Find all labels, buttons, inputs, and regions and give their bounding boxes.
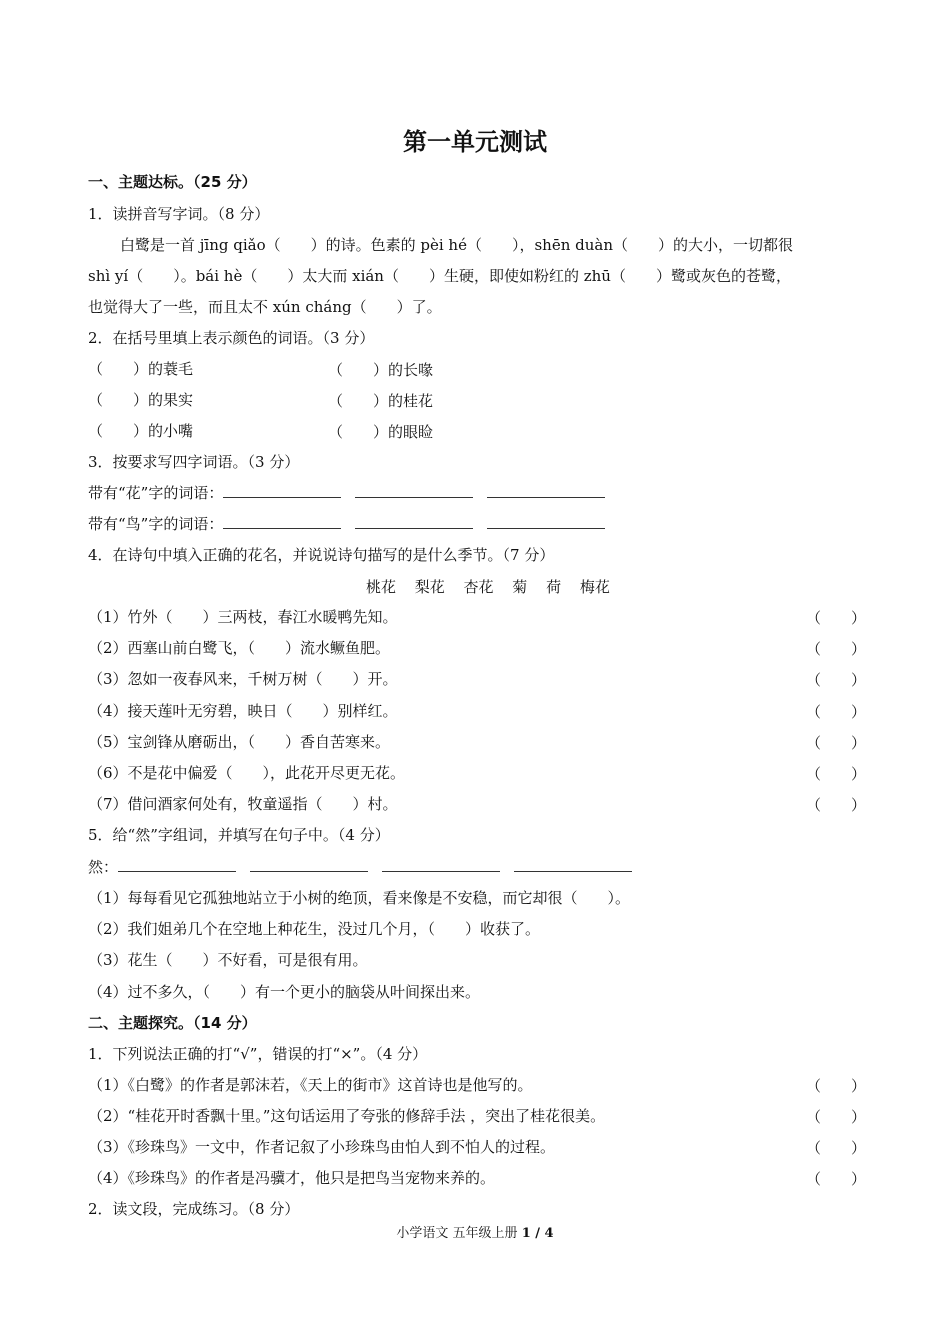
footer-text: 小学语文 五年级上册 [396, 1226, 522, 1241]
q2-right-3: （ ）的眼睑 [328, 423, 434, 441]
p1-item-4: （4）《珍珠鸟》的作者是冯骥才，他只是把鸟当宠物来养的。 [88, 1169, 496, 1187]
q5-heading: 5．给“然”字组词，并填写在句子中。（4 分） [88, 826, 390, 844]
q4-item-5: （5）宝剑锋从磨砺出，（ ）香自苦寒来。 [88, 733, 391, 751]
answer-blank[interactable] [355, 483, 473, 498]
q4-item-6: （6）不是花中偏爱（ ），此花开尽更无花。 [88, 764, 406, 782]
answer-blank[interactable] [514, 857, 632, 872]
p1-heading: 1．下列说法正确的打“√”，错误的打“×”。（4 分） [88, 1045, 428, 1063]
answer-paren[interactable]: （ ） [806, 1077, 867, 1095]
q5-item-1: （1）每每看见它孤独地站立于小树的绝顶，看来像是不安稳，而它却很（ ）。 [88, 889, 631, 907]
q5-label: 然： [88, 858, 119, 876]
answer-paren[interactable]: （ ） [806, 609, 867, 627]
answer-blank[interactable] [487, 514, 605, 529]
answer-paren[interactable]: （ ） [806, 796, 867, 814]
p1-item-3: （3）《珍珠鸟》一文中，作者记叙了小珍珠鸟由怕人到不怕人的过程。 [88, 1138, 556, 1156]
q3-row-bird [88, 514, 619, 534]
q3-label-bird: 带有“鸟”字的词语： [88, 515, 224, 533]
q2-right-2: （ ）的桂花 [328, 392, 434, 410]
q3-row-flower [88, 483, 619, 503]
q1-heading: 1．读拼音写字词。（8 分） [88, 205, 270, 223]
answer-blank[interactable] [487, 483, 605, 498]
q1-line-3: 也觉得大了一些，而且太不 xún cháng（ ）了。 [88, 298, 442, 316]
answer-blank[interactable] [223, 483, 341, 498]
q2-right-1: （ ）的长喙 [328, 361, 434, 379]
answer-blank[interactable] [223, 514, 341, 529]
q4-flower-options: 桃花 梨花 杏花 菊 荷 梅花 [366, 578, 610, 596]
q4-heading: 4．在诗句中填入正确的花名，并说说诗句描写的是什么季节。（7 分） [88, 546, 555, 564]
answer-paren[interactable]: （ ） [806, 640, 867, 658]
answer-paren[interactable]: （ ） [806, 1108, 867, 1126]
q5-item-4: （4）过不多久，（ ）有一个更小的脑袋从叶间探出来。 [88, 983, 481, 1001]
answer-paren[interactable]: （ ） [806, 703, 867, 721]
answer-paren[interactable]: （ ） [806, 1139, 867, 1157]
p1-item-1: （1）《白鹭》的作者是郭沫若，《天上的街市》这首诗也是他写的。 [88, 1076, 533, 1094]
q3-heading: 3．按要求写四字词语。（3 分） [88, 453, 300, 471]
answer-paren[interactable]: （ ） [806, 734, 867, 752]
q4-item-7: （7）借问酒家何处有，牧童遥指（ ）村。 [88, 795, 398, 813]
p1-item-2: （2）“桂花开时香飘十里。”这句话运用了夸张的修辞手法 ，突出了桂花很美。 [88, 1107, 606, 1125]
answer-blank[interactable] [250, 857, 368, 872]
q1-line-2: shì yí（ ）。bái hè（ ）太大而 xián（ ）生硬，即使如粉红的 zhū（ ）鹭或灰色的苍鹭， [88, 267, 791, 285]
q5-blank-row [88, 857, 646, 877]
q4-item-3: （3）忽如一夜春风来，千树万树（ ）开。 [88, 670, 398, 688]
page-footer [0, 1222, 950, 1241]
answer-paren[interactable]: （ ） [806, 1170, 867, 1188]
q4-item-1: （1）竹外（ ）三两枝，春江水暖鸭先知。 [88, 608, 398, 626]
p2-heading: 2．读文段，完成练习。（8 分） [88, 1200, 300, 1218]
q5-item-2: （2）我们姐弟几个在空地上种花生，没过几个月，（ ）收获了。 [88, 920, 541, 938]
q2-left-3: （ ）的小嘴 [88, 422, 194, 440]
q3-label-flower: 带有“花”字的词语： [88, 484, 224, 502]
page-number: 1 / 4 [521, 1226, 554, 1241]
q2-heading: 2．在括号里填上表示颜色的词语。（3 分） [88, 329, 375, 347]
section-1-heading: 一、主题达标。（25 分） [88, 173, 257, 191]
answer-paren[interactable]: （ ） [806, 765, 867, 783]
answer-paren[interactable]: （ ） [806, 671, 867, 689]
q4-item-2: （2）西塞山前白鹭飞，（ ）流水鳜鱼肥。 [88, 639, 391, 657]
answer-blank[interactable] [355, 514, 473, 529]
q1-line-1: 白鹭是一首 jīng qiǎo（ ）的诗。色素的 pèi hé（ ），shēn duàn（ ）的大小，一切都很 [120, 236, 794, 254]
q2-left-1: （ ）的蓑毛 [88, 360, 194, 378]
answer-blank[interactable] [382, 857, 500, 872]
answer-blank[interactable] [118, 857, 236, 872]
page-title: 第一单元测试 [403, 128, 547, 156]
q4-item-4: （4）接天莲叶无穷碧，映日（ ）别样红。 [88, 702, 398, 720]
q5-item-3: （3）花生（ ）不好看，可是很有用。 [88, 951, 368, 969]
section-2-heading: 二、主题探究。（14 分） [88, 1014, 257, 1032]
q2-left-2: （ ）的果实 [88, 391, 194, 409]
